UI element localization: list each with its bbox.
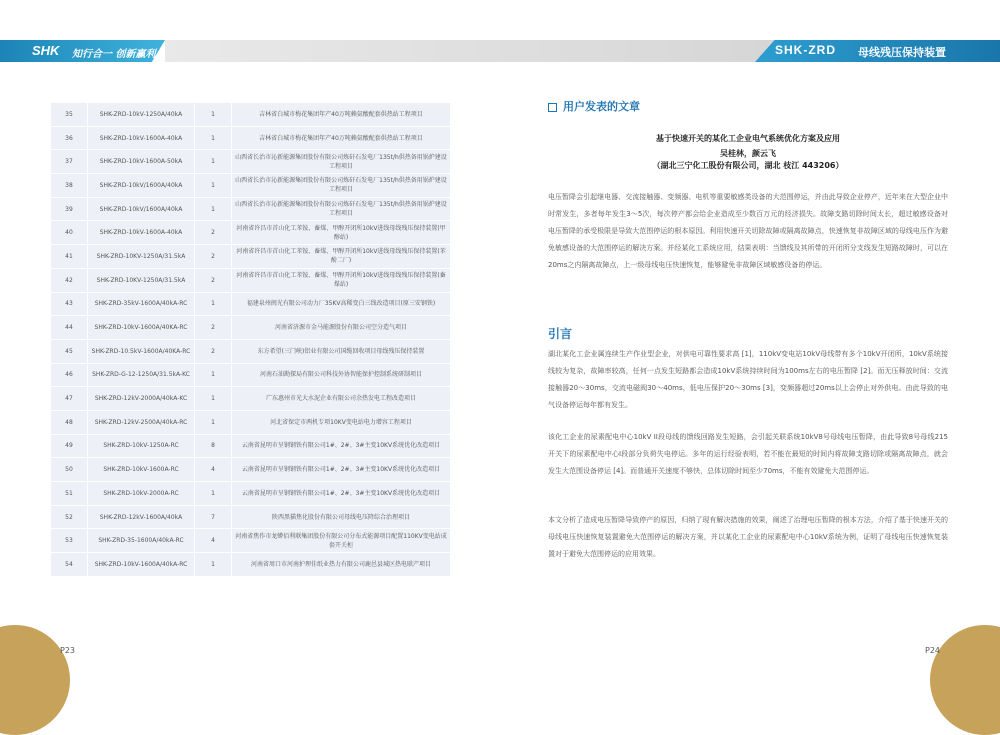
table-row [51, 434, 451, 458]
row-project: 广东惠州市光大水泥企业有限公司余热发电工程改造项目 [232, 387, 451, 411]
shk-zrd-logo: SHK-ZRD [775, 43, 836, 57]
row-project: 陕西黑猫焦化股份有限公司母线电压降综合治理项目 [232, 505, 451, 529]
row-project: 吉林省白城市梅花集团年产40万吨赖氨酸配套供热站工程项目 [232, 126, 451, 150]
row-project: 河南省许昌市首山化工苯铵、畜煤、甲醇开闭所10kV进线母线残压保持装置(苯酚二厂) [232, 245, 451, 269]
row-number: 53 [51, 529, 88, 553]
table-row [51, 126, 451, 150]
table-row [51, 339, 451, 363]
table-row [51, 197, 451, 221]
table-row [51, 410, 451, 434]
row-number: 52 [51, 505, 88, 529]
row-project: 福建泉州闽光有限公司动力厂35KV高稀变白三线改造项目(原三安钢铁) [232, 292, 451, 316]
article-title: 基于快速开关的某化工企业电气系统优化方案及应用 [656, 134, 840, 143]
row-number: 46 [51, 363, 88, 387]
article-abstract: 电压暂降会引起继电器、交流接触器、变频器、电机等重要敏感类设备的大范围停运，并由此导致企业停产，近年来在大型企业中时常发生，多者每年发生3～5次，每次停产都会给企业造成至少数百万元的经济损失。故障支路切除时间太长，超过敏感设备对电压暂降的承受极限是导致大范围停运的根本原因。利用快速开关切除故障或隔离故障点，快速恢复非故障区域的母线电压作为避免敏感设备的大范围停运的解决方案。并经某化工系统应用，结果表明：当馈线及其所带的开闭所分支线发生短路故障时，可以在20ms之内隔离故障点，上一级母线电压快速恢复，能够避免非故障区域敏感设备的停运。 [548, 193, 948, 269]
row-model: SHK-ZRD-35kV-1600A/40kA-RC [88, 292, 195, 316]
row-project: 吉林省白城市梅花集团年产40万吨赖氨酸配套供热站工程项目 [232, 103, 451, 127]
row-number: 49 [51, 434, 88, 458]
row-number: 35 [51, 103, 88, 127]
table-row [51, 150, 451, 174]
page-number-left: P23 [60, 646, 76, 655]
row-quantity: 1 [195, 410, 232, 434]
row-number: 45 [51, 339, 88, 363]
row-model: SHK-ZRD-10kV-1600A-40kA [88, 126, 195, 150]
row-number: 41 [51, 245, 88, 269]
row-number: 50 [51, 458, 88, 482]
row-quantity: 2 [195, 245, 232, 269]
table-row [51, 363, 451, 387]
row-model: SHK-ZRD-10kV-1600A-50kA [88, 150, 195, 174]
table-row [51, 553, 451, 577]
table-row [51, 268, 451, 292]
article-affiliation: （湖北三宁化工股份有限公司，湖北 枝江 443206） [652, 161, 844, 170]
corner-decoration-left [0, 625, 70, 735]
row-quantity: 1 [195, 363, 232, 387]
row-project: 云南省昆明市呈钢钢铁有限公司1#、2#、3#主变10KV系统优化改造项目 [232, 458, 451, 482]
shk-logo: SHK [32, 43, 60, 58]
header-slogan: 知行合一 创新赢利 [72, 49, 156, 60]
row-project: 河南省周口市河南护理佳纸业热力有限公司鹿邑县城区热电联产项目 [232, 553, 451, 577]
row-number: 54 [51, 553, 88, 577]
row-number: 37 [51, 150, 88, 174]
row-quantity: 8 [195, 434, 232, 458]
row-project: 山西省长治市沁新能源集团股份有限公司炼矸石发电厂135t/h供热备用锅炉建设工程项目 [232, 150, 451, 174]
row-number: 51 [51, 482, 88, 506]
row-number: 48 [51, 410, 88, 434]
row-model: SHK-ZRD-10kV-1600A/40KA-RC [88, 316, 195, 340]
table-row [51, 529, 451, 553]
row-model: SHK-ZRD-12kV-1600A/40kA [88, 505, 195, 529]
row-project: 河南石油勘探局有限公司科技外协智能保护控制系统研制项目 [232, 363, 451, 387]
intro-paragraph-3: 本文分析了造成电压暂降导致停产的原因，归纳了现有解决措施的效果，阐述了治理电压暂降的根本方法，介绍了基于快速开关的母线电压快速恢复装置避免大范围停运的解决方案，并以某化工企业的尿素配电中心10kV系统为例，证明了母线电压快速恢复装置对于避免大范围停运的应用效果。 [548, 516, 948, 558]
row-project: 山西省长治市沁新能源集团股份有限公司炼矸石发电厂135t/h供热备用锅炉建设工程项目 [232, 174, 451, 198]
table-row [51, 292, 451, 316]
row-project: 山西省长治市沁新能源集团股份有限公司炼矸石发电厂135t/h供热备用锅炉建设工程项目 [232, 197, 451, 221]
section-title-text: 用户发表的文章 [563, 100, 640, 113]
row-project: 河南省焦作市龙蟒佰利联集团股份有限公司分布式能源项目配置110KV变电站成套开关柜 [232, 529, 451, 553]
row-model: SHK-ZRD-10kV/1600A/40kA [88, 197, 195, 221]
project-table [50, 102, 451, 577]
row-number: 40 [51, 221, 88, 245]
intro-paragraph-1: 湖北某化工企业属连续生产作业型企业，对供电可靠性要求高 [1]，110kV变电站10kV母线带有多个10kV开闭所，10kV系统接线较为复杂，故障率较高，任何一点发生短路都会造成10kV系统持续时间为100ms左右的电压暂降 [2]。而无压释放时间：交流接触器20～30ms，交流电磁阀30～40ms，低电压保护20～30ms [3]，变频器超过20ms以上会停止对外供电。由此导致的电气设备停运每年都有发生。 [548, 350, 948, 409]
row-model: SHK-ZRD-10.5kV-1600A/40KA-RC [88, 339, 195, 363]
table-row [51, 505, 451, 529]
corner-decoration-right [930, 625, 1000, 735]
row-model: SHK-ZRD-10kV-2000A-RC [88, 482, 195, 506]
row-number: 36 [51, 126, 88, 150]
page-number-right: P24 [925, 646, 941, 655]
row-model: SHK-ZRD-35-1600A/40kA-RC [88, 529, 195, 553]
table-row [51, 245, 451, 269]
table-row [51, 387, 451, 411]
row-quantity: 1 [195, 292, 232, 316]
row-model: SHK-ZRD-10kV-1600A/40kA-RC [88, 553, 195, 577]
row-project: 东方希望(三门峡)铝业有限公司国缆回收项目母线残压保持装置 [232, 339, 451, 363]
row-model: SHK-ZRD-10kV-1600A-40kA [88, 221, 195, 245]
row-project: 河北省保定市两机专项10KV变电站电力增容工程项目 [232, 410, 451, 434]
table-row [51, 482, 451, 506]
row-project: 河南省济源市金马能源股份有限公司空分造气项目 [232, 316, 451, 340]
square-bullet-icon [548, 103, 557, 112]
row-model: SHK-ZRD-10kV/1600A/40kA [88, 174, 195, 198]
row-number: 47 [51, 387, 88, 411]
table-row [51, 316, 451, 340]
row-number: 43 [51, 292, 88, 316]
table-row [51, 174, 451, 198]
section-title [548, 98, 640, 114]
header-title: 母线残压保持装置 [858, 46, 946, 59]
intro-heading: 引言 [548, 327, 573, 341]
row-model: SHK-ZRD-10KV-1250A/31.5kA [88, 268, 195, 292]
row-quantity: 2 [195, 221, 232, 245]
row-quantity: 1 [195, 126, 232, 150]
row-project: 云南省昆明市呈钢钢铁有限公司1#、2#、3#主变10KV系统优化改造项目 [232, 482, 451, 506]
row-model: SHK-ZRD-10kV-1250A-RC [88, 434, 195, 458]
project-table-body [51, 103, 451, 577]
row-project: 河南省许昌市首山化工苯铵、畜煤、甲醇开闭所10kV进线母线残压保持装置(甲醇站) [232, 221, 451, 245]
row-model: SHK-ZRD-10KV-1250A/31.5kA [88, 245, 195, 269]
article-authors: 吴桂林，颜云飞 [720, 149, 776, 158]
row-project: 河南省许昌市首山化工苯铵、畜煤、甲醇开闭所10kV进线母线残压保持装置(畜煤站) [232, 268, 451, 292]
row-quantity: 1 [195, 103, 232, 127]
row-quantity: 4 [195, 458, 232, 482]
row-model: SHK-ZRD-10kV-1600A-RC [88, 458, 195, 482]
row-model: SHK-ZRD-10kV-1250A/40kA [88, 103, 195, 127]
table-row [51, 103, 451, 127]
row-quantity: 1 [195, 482, 232, 506]
row-quantity: 2 [195, 316, 232, 340]
row-quantity: 1 [195, 197, 232, 221]
row-quantity: 1 [195, 387, 232, 411]
row-number: 38 [51, 174, 88, 198]
intro-paragraph-2: 该化工企业的尿素配电中心10kV II段母线的馈线回路发生短路，会引起关联系统10kV8号母线电压暂降，由此导致8号母线215开关下的尿素配电中心I段部分负荷失电停运。多年的运行经验表明，若不能在最短的时间内将故障支路切除或隔离故障点，就会发生大范围设备停运 [4]。而普通开关速度不够快，总体切除时间至少70ms，不能有效避免大范围停运。 [548, 433, 948, 475]
row-quantity: 1 [195, 150, 232, 174]
row-number: 42 [51, 268, 88, 292]
row-quantity: 1 [195, 553, 232, 577]
row-number: 39 [51, 197, 88, 221]
row-quantity: 2 [195, 268, 232, 292]
row-project: 云南省昆明市呈钢钢铁有限公司1#、2#、3#主变10KV系统优化改造项目 [232, 434, 451, 458]
row-model: SHK-ZRD-12kV-2000A/40kA-KC [88, 387, 195, 411]
row-number: 44 [51, 316, 88, 340]
table-row [51, 221, 451, 245]
row-quantity: 4 [195, 529, 232, 553]
table-row [51, 458, 451, 482]
row-quantity: 1 [195, 174, 232, 198]
row-model: SHK-ZRD-12kV-2500A/40kA-RC [88, 410, 195, 434]
row-model: SHK-ZRD-G-12-1250A/31.5kA-KC [88, 363, 195, 387]
row-quantity: 7 [195, 505, 232, 529]
row-quantity: 2 [195, 339, 232, 363]
